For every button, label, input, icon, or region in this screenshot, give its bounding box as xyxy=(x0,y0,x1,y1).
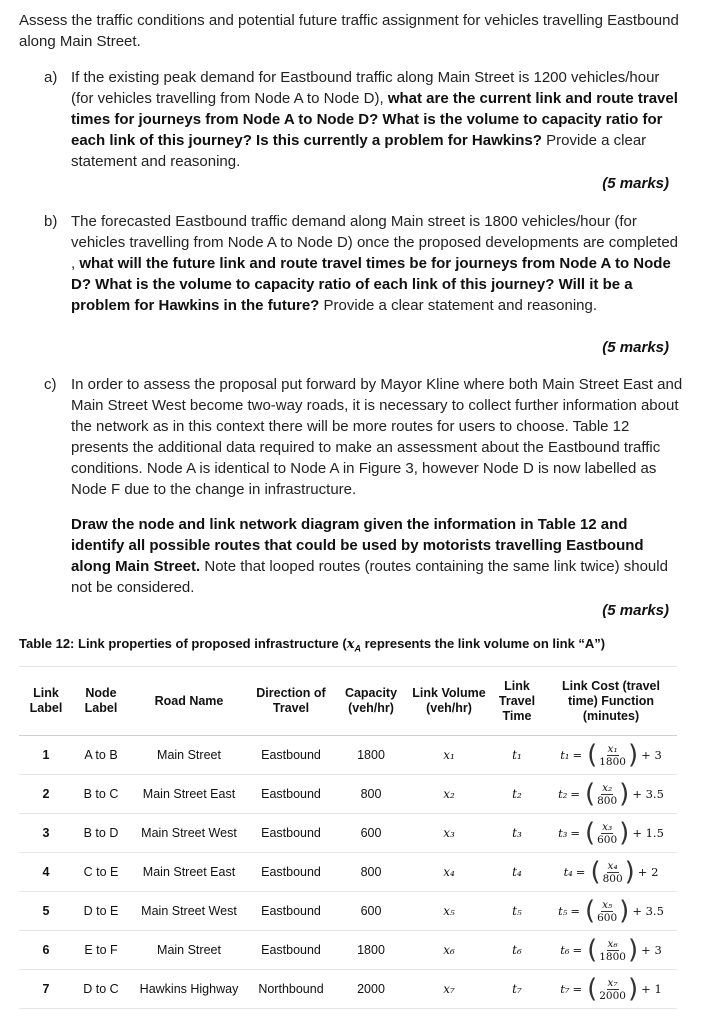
cell-link-label: 1 xyxy=(19,736,73,775)
cell-capacity: 2000 xyxy=(333,970,409,1009)
cell-cost-function xyxy=(545,931,677,970)
cost-formula: t₅ = ( $\frac{\text{x₅}}{600}$ ) + 3.5 xyxy=(558,896,664,926)
cell-travel-time: t₅ xyxy=(489,892,545,931)
cell-volume: x₄ xyxy=(409,853,489,892)
question-a xyxy=(44,67,684,172)
question-text: In order to assess the proposal put forward by Mayor Kline where both Main Street East and Main Street West become two-way roads, it is necessary to collect further information about the network as in this context there will be more routes for users to choose. Table 12 presents the additional data required to make an assessment about the Eastbound traffic conditions. Node A is identical to Node A in Figure 3, however Node D is now labelled as Node F due to the change in infrastructure. Draw the node and link network diagram given the information in Table 12 and identify all possible routes that could be used by motorists travelling Eastbound along Main Street. Note that looped routes (routes containing the same link twice) should not be considered. xyxy=(71,376,683,596)
cell-direction: Eastbound xyxy=(249,853,333,892)
fraction: $\frac{\text{x₁}}{1800}$ xyxy=(599,742,626,768)
cell-node-label: B to C xyxy=(73,775,129,814)
fraction: $\frac{\text{x₇}}{2000}$ xyxy=(599,976,626,1002)
header-travel-time: Link Travel Time xyxy=(489,667,545,736)
header-node-label: Node Label xyxy=(73,667,129,736)
cell-capacity: 1800 xyxy=(333,931,409,970)
cell-travel-time: t₂ xyxy=(489,775,545,814)
question-label: a) xyxy=(44,69,58,86)
header-link-label: Link Label xyxy=(19,667,73,736)
cost-formula: t₃ = ( $\frac{\text{x₃}}{600}$ ) + 1.5 xyxy=(558,818,664,848)
cell-direction: Eastbound xyxy=(249,892,333,931)
cell-road-name: Hawkins Highway xyxy=(129,970,249,1009)
table-row xyxy=(19,853,677,892)
table-row xyxy=(19,736,677,775)
fraction: $\frac{\text{x₄}}{800}$ xyxy=(602,859,623,885)
cell-link-label: 7 xyxy=(19,970,73,1009)
cell-direction: Eastbound xyxy=(249,775,333,814)
cell-node-label: A to B xyxy=(73,736,129,775)
cell-travel-time: t₇ xyxy=(489,970,545,1009)
table-row xyxy=(19,775,677,814)
table-row xyxy=(19,814,677,853)
cell-road-name: Main Street xyxy=(129,736,249,775)
header-volume: Link Volume (veh/hr) xyxy=(409,667,489,736)
cell-direction: Eastbound xyxy=(249,931,333,970)
table-row xyxy=(19,892,677,931)
cell-volume: x₃ xyxy=(409,814,489,853)
cell-cost-function xyxy=(545,853,677,892)
cell-link-label: 4 xyxy=(19,853,73,892)
table-row xyxy=(19,970,677,1009)
marks-a: (5 marks) xyxy=(602,175,669,192)
cell-road-name: Main Street West xyxy=(129,814,249,853)
table-header-row xyxy=(19,667,677,736)
question-c xyxy=(44,374,684,598)
cost-formula: t₄ = ( $\frac{\text{x₄}}{800}$ ) + 2 xyxy=(563,857,659,887)
cell-link-label: 6 xyxy=(19,931,73,970)
question-text: If the existing peak demand for Eastbound traffic along Main Street is 1200 vehicles/hour (for vehicles travelling from Node A to Node D), what are the current link and route travel times for journeys from Node A to Node D? What is the volume to capacity ratio for each link of this journey? Is this currently a problem for Hawkins? Provide a clear statement and reasoning. xyxy=(71,69,678,170)
header-direction: Direction of Travel xyxy=(249,667,333,736)
cost-formula: t₁ = ( $\frac{\text{x₁}}{1800}$ ) + 3 xyxy=(560,740,662,770)
cell-capacity: 800 xyxy=(333,775,409,814)
question-label: b) xyxy=(44,213,58,230)
cell-volume: x₂ xyxy=(409,775,489,814)
header-road-name: Road Name xyxy=(129,667,249,736)
cell-link-label: 5 xyxy=(19,892,73,931)
cell-volume: x₆ xyxy=(409,931,489,970)
question-label: c) xyxy=(44,376,57,393)
cell-cost-function xyxy=(545,775,677,814)
table-row xyxy=(19,931,677,970)
cell-road-name: Main Street West xyxy=(129,892,249,931)
cost-formula: t₆ = ( $\frac{\text{x₆}}{1800}$ ) + 3 xyxy=(560,935,662,965)
cell-direction: Eastbound xyxy=(249,736,333,775)
cell-cost-function xyxy=(545,970,677,1009)
fraction: $\frac{\text{x₅}}{600}$ xyxy=(597,898,618,924)
fraction: $\frac{\text{x₃}}{600}$ xyxy=(597,820,618,846)
cell-road-name: Main Street East xyxy=(129,775,249,814)
link-properties-table xyxy=(19,666,677,1009)
question-text: The forecasted Eastbound traffic demand along Main street is 1800 vehicles/hour (for vehicles travelling from Node A to Node D) once the proposed developments are completed , what will the future link and route travel times be for journeys from Node A to Node D? What is the volume to capacity ratio of each link of this journey? Will it be a problem for Hawkins in the future? Provide a clear statement and reasoning. xyxy=(71,213,679,314)
fraction: $\frac{\text{x₂}}{800}$ xyxy=(597,781,618,807)
cell-capacity: 600 xyxy=(333,814,409,853)
cell-cost-function xyxy=(545,736,677,775)
cell-travel-time: t₄ xyxy=(489,853,545,892)
cell-road-name: Main Street xyxy=(129,931,249,970)
cell-volume: x₅ xyxy=(409,892,489,931)
cell-direction: Northbound xyxy=(249,970,333,1009)
cost-formula: t₂ = ( $\frac{\text{x₂}}{800}$ ) + 3.5 xyxy=(558,779,664,809)
cell-volume: x₁ xyxy=(409,736,489,775)
cell-cost-function xyxy=(545,892,677,931)
cell-capacity: 800 xyxy=(333,853,409,892)
cell-direction: Eastbound xyxy=(249,814,333,853)
cost-formula: t₇ = ( $\frac{\text{x₇}}{2000}$ ) + 1 xyxy=(560,974,662,1004)
marks-c: (5 marks) xyxy=(602,602,669,619)
cell-travel-time: t₁ xyxy=(489,736,545,775)
intro-paragraph: Assess the traffic conditions and potential future traffic assignment for vehicles travelling Eastbound along Main Street. xyxy=(19,12,679,50)
cell-node-label: C to E xyxy=(73,853,129,892)
header-cost-function: Link Cost (travel time) Function (minutes) xyxy=(545,667,677,736)
question-b xyxy=(44,211,684,316)
cell-travel-time: t₆ xyxy=(489,931,545,970)
cell-node-label: B to D xyxy=(73,814,129,853)
cell-node-label: D to E xyxy=(73,892,129,931)
cell-capacity: 600 xyxy=(333,892,409,931)
header-capacity: Capacity (veh/hr) xyxy=(333,667,409,736)
marks-b: (5 marks) xyxy=(602,339,669,356)
table-caption: Table 12: Link properties of proposed infrastructure ($x_A$ represents the link volume on link “A”) xyxy=(19,636,606,654)
cell-capacity: 1800 xyxy=(333,736,409,775)
cell-link-label: 3 xyxy=(19,814,73,853)
cell-node-label: D to C xyxy=(73,970,129,1009)
cell-volume: x₇ xyxy=(409,970,489,1009)
fraction: $\frac{\text{x₆}}{1800}$ xyxy=(599,937,626,963)
cell-travel-time: t₃ xyxy=(489,814,545,853)
cell-link-label: 2 xyxy=(19,775,73,814)
cell-cost-function xyxy=(545,814,677,853)
cell-road-name: Main Street East xyxy=(129,853,249,892)
cell-node-label: E to F xyxy=(73,931,129,970)
